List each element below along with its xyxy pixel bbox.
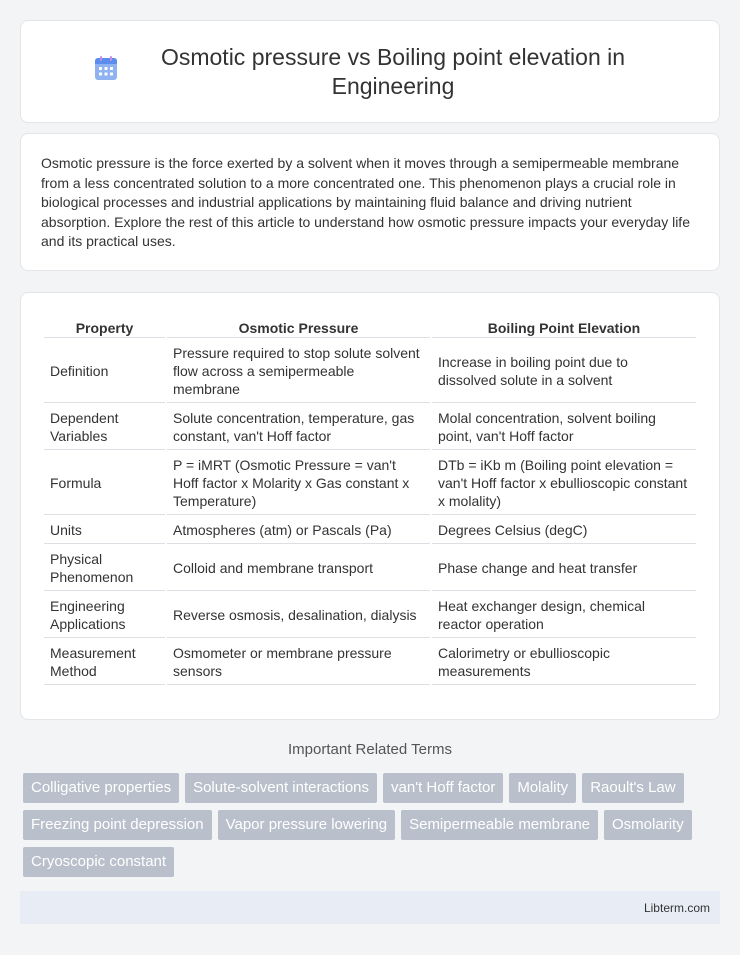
table-row	[44, 546, 696, 591]
row-label: Units	[44, 517, 165, 544]
tag-cryoscopic-constant[interactable]: Cryoscopic constant	[23, 847, 174, 877]
table-row	[44, 340, 696, 403]
tag-freezing-point-depression[interactable]: Freezing point depression	[23, 810, 212, 840]
header-property: Property	[44, 317, 165, 338]
table-header-row	[44, 317, 696, 338]
tag-vapor-pressure-lowering[interactable]: Vapor pressure lowering	[218, 810, 395, 840]
title-wrap	[52, 43, 688, 101]
tag-colligative-properties[interactable]: Colligative properties	[23, 773, 179, 803]
osmotic-cell: Solute concentration, temperature, gas constant, van't Hoff factor	[167, 405, 430, 450]
tag-vant-hoff-factor[interactable]: van't Hoff factor	[383, 773, 503, 803]
intro-paragraph: Osmotic pressure is the force exerted by a solvent when it moves through a semipermeable membrane from a less concentrated solution to a more concentrated one. This phenomenon plays a crucial role in biological processes and industrial applications by maintaining fluid balance and driving nutrient absorption. Explore the rest of this article to understand how osmotic pressure impacts your everyday life and its practical uses.	[41, 155, 690, 249]
tag-semipermeable-membrane[interactable]: Semipermeable membrane	[401, 810, 598, 840]
boiling-cell: Phase change and heat transfer	[432, 546, 696, 591]
comparison-card	[20, 292, 720, 720]
row-label: Definition	[44, 340, 165, 403]
boiling-cell: DTb = iKb m (Boiling point elevation = van't Hoff factor x ebullioscopic constant x molality)	[432, 452, 696, 515]
related-terms-list	[23, 773, 723, 884]
row-label: Engineering Applications	[44, 593, 165, 638]
tag-osmolarity[interactable]: Osmolarity	[604, 810, 692, 840]
table-row	[44, 517, 696, 544]
table-row	[44, 452, 696, 515]
table-row	[44, 640, 696, 685]
row-label: Physical Phenomenon	[44, 546, 165, 591]
boiling-cell: Calorimetry or ebullioscopic measurements	[432, 640, 696, 685]
osmotic-cell: Pressure required to stop solute solvent flow across a semipermeable membrane	[167, 340, 430, 403]
page-title: Osmotic pressure vs Boiling point elevation in Engineering	[160, 43, 626, 99]
related-terms-heading: Important Related Terms	[288, 741, 452, 758]
osmotic-cell: Reverse osmosis, desalination, dialysis	[167, 593, 430, 638]
intro-card	[20, 133, 720, 271]
boiling-cell: Molal concentration, solvent boiling point, van't Hoff factor	[432, 405, 696, 450]
tag-raoults-law[interactable]: Raoult's Law	[582, 773, 683, 803]
boiling-cell: Increase in boiling point due to dissolved solute in a solvent	[432, 340, 696, 403]
footer-site-link[interactable]: Libterm.com	[643, 900, 710, 915]
header-boiling-point-elevation: Boiling Point Elevation	[432, 317, 696, 338]
header-card	[20, 20, 720, 123]
osmotic-cell: Osmometer or membrane pressure sensors	[167, 640, 430, 685]
table-row	[44, 405, 696, 450]
row-label: Dependent Variables	[44, 405, 165, 450]
boiling-cell: Heat exchanger design, chemical reactor operation	[432, 593, 696, 638]
boiling-cell: Degrees Celsius (degC)	[432, 517, 696, 544]
row-label: Measurement Method	[44, 640, 165, 685]
header-osmotic-pressure: Osmotic Pressure	[167, 317, 430, 338]
row-label: Formula	[44, 452, 165, 515]
calendar-icon	[92, 55, 120, 83]
comparison-table	[42, 315, 698, 687]
tag-solute-solvent-interactions[interactable]: Solute-solvent interactions	[185, 773, 377, 803]
osmotic-cell: Atmospheres (atm) or Pascals (Pa)	[167, 517, 430, 544]
table-row	[44, 593, 696, 638]
tag-molality[interactable]: Molality	[509, 773, 576, 803]
footer	[20, 891, 720, 924]
osmotic-cell: Colloid and membrane transport	[167, 546, 430, 591]
osmotic-cell: P = iMRT (Osmotic Pressure = van't Hoff factor x Molarity x Gas constant x Temperature)	[167, 452, 430, 515]
